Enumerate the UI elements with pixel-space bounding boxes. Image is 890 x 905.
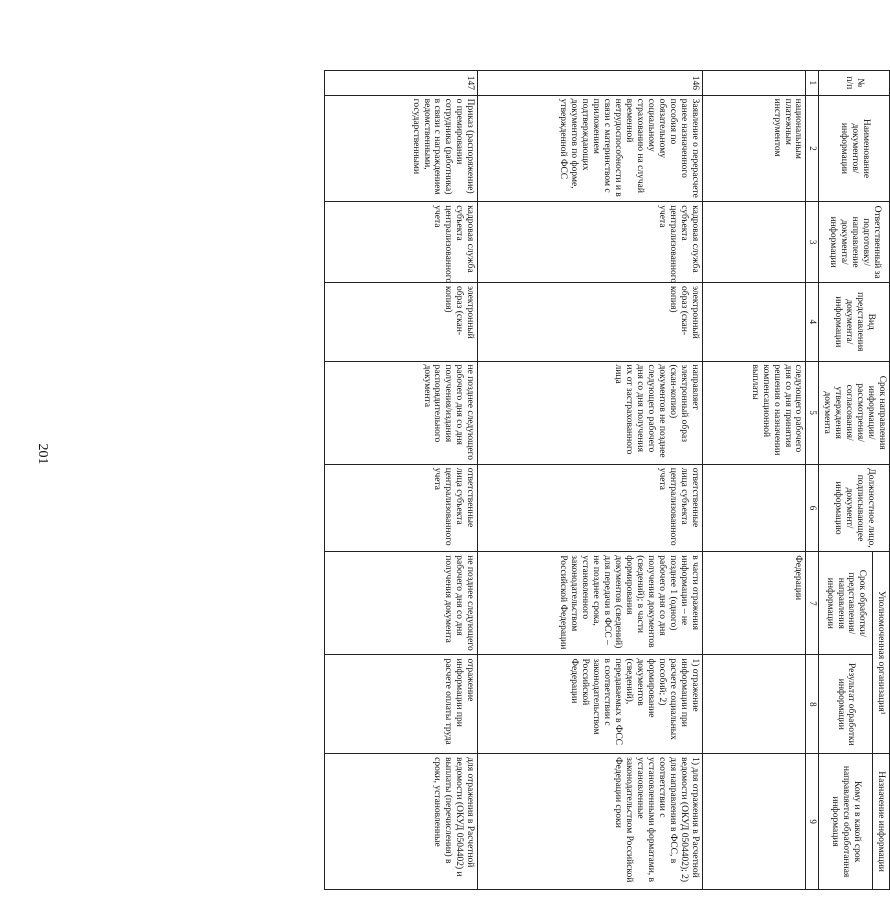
header-recipient: Кому и в какой срок направляется обработанная информация <box>819 754 872 890</box>
submission-deadline-cell: направляет электронный образ (скан-копию) документов не позднее следующего рабочего дня со дня получения их от застрахованного лица <box>478 361 702 464</box>
table-row <box>702 71 806 890</box>
processing-deadline-cell: не позднее следующего рабочего дня со дня получения документа <box>325 552 478 655</box>
column-number: 8 <box>806 655 819 754</box>
rotated-table-container <box>330 70 890 890</box>
submission-deadline-cell: не позднее следующего рабочего дня со дня получения/издания распорядительного документа <box>325 361 478 464</box>
header-processing-deadline: Срок обработки/ представления/ направления информации <box>819 552 872 655</box>
submission-deadline-cell: следующего рабочего дня со дня принятия решения о назначении компенсационной выплаты <box>702 361 806 464</box>
column-number: 2 <box>806 95 819 202</box>
table-row <box>478 71 702 890</box>
header-authorized-organization: Уполномоченная организация¹ <box>872 552 889 754</box>
responsible-cell <box>702 202 806 283</box>
processing-deadline-cell: Федерации <box>702 552 806 655</box>
processing-result-cell: 1) отражение информации при расчете социальных пособий; 2) формирование документов (сведений), передаваемых в ФСС в соответствии с законодательством Российской Федерации <box>478 655 702 754</box>
column-number: 1 <box>806 71 819 96</box>
presentation-type-cell: электронный образ (скан-копия) <box>325 283 478 362</box>
document-name-cell: национальным платежным инструментом <box>702 95 806 202</box>
table-row <box>325 71 478 890</box>
recipient-cell: для отражения в Расчетной ведомости (ОКУД 0504402) и выплаты (перечисления) в сроки, установленные <box>325 754 478 890</box>
header-responsible: Ответственный за подготовку/ направление документа/ информации <box>819 202 890 283</box>
signing-official-cell <box>702 464 806 552</box>
column-number: 9 <box>806 754 819 890</box>
processing-result-cell: отражение информации при расчете оплаты труда <box>325 655 478 754</box>
header-submission-deadline: Срок направления информации/ рассмотрения/ согласования/ утверждения документа <box>819 361 890 464</box>
presentation-type-cell <box>702 283 806 362</box>
signing-official-cell: ответственные лица субъекта централизованного учета <box>478 464 702 552</box>
header-signing-official: Должностное лицо, подписывающее документ/ информацию <box>819 464 890 552</box>
processing-result-cell <box>702 655 806 754</box>
column-number: 4 <box>806 283 819 362</box>
header-processing-result: Результат обработки информации <box>819 655 872 754</box>
header-presentation-type: Вид представления документа/ информации <box>819 283 890 362</box>
presentation-type-cell: электронный образ (скан-копия) <box>478 283 702 362</box>
recipient-cell <box>702 754 806 890</box>
header-row-1 <box>872 71 889 890</box>
responsible-cell: кадровая служба субъекта централизованного учета <box>325 202 478 283</box>
recipient-cell: 1) для отражения в Расчетной ведомости (ОКУД 0504402); 2) для направления в ФСС, в соответствии с установленными форматами, в установленные законодательством Российской Федерации сроки <box>478 754 702 890</box>
row-number: 147 <box>325 71 478 96</box>
document-table <box>324 70 890 890</box>
header-purpose: Назначение информации <box>872 754 889 890</box>
column-number: 3 <box>806 202 819 283</box>
column-number: 5 <box>806 361 819 464</box>
responsible-cell: кадровая служба субъекта централизованного учета <box>478 202 702 283</box>
header-document-name: Наименование документов/ информации <box>819 95 890 202</box>
column-number: 7 <box>806 552 819 655</box>
processing-deadline-cell: в части отражения информации – не позднее 1 (одного) рабочего дня со дня получения документов (сведений); в части формирования документов (сведений) для передачи в ФСС – не позднее срока, установленного законодательством Российской Федерации <box>478 552 702 655</box>
document-name-cell: Приказ (распоряжение) о премировании сотрудника (работника) в связи с награждением ведомственными, государственными <box>325 95 478 202</box>
row-number <box>702 71 806 96</box>
header-number: № п/п <box>819 71 890 96</box>
document-name-cell: Заявление о перерасчете ранее назначенного пособия по обязательному социальному страхованию на случай временной нетрудоспособности и в связи с материнством с приложением подтверждающих документов по форме, утвержденной ФСС <box>478 95 702 202</box>
page-number: 201 <box>35 443 50 465</box>
column-number-row <box>806 71 819 890</box>
column-number: 6 <box>806 464 819 552</box>
signing-official-cell: ответственные лица субъекта централизованного учета <box>325 464 478 552</box>
row-number: 146 <box>478 71 702 96</box>
